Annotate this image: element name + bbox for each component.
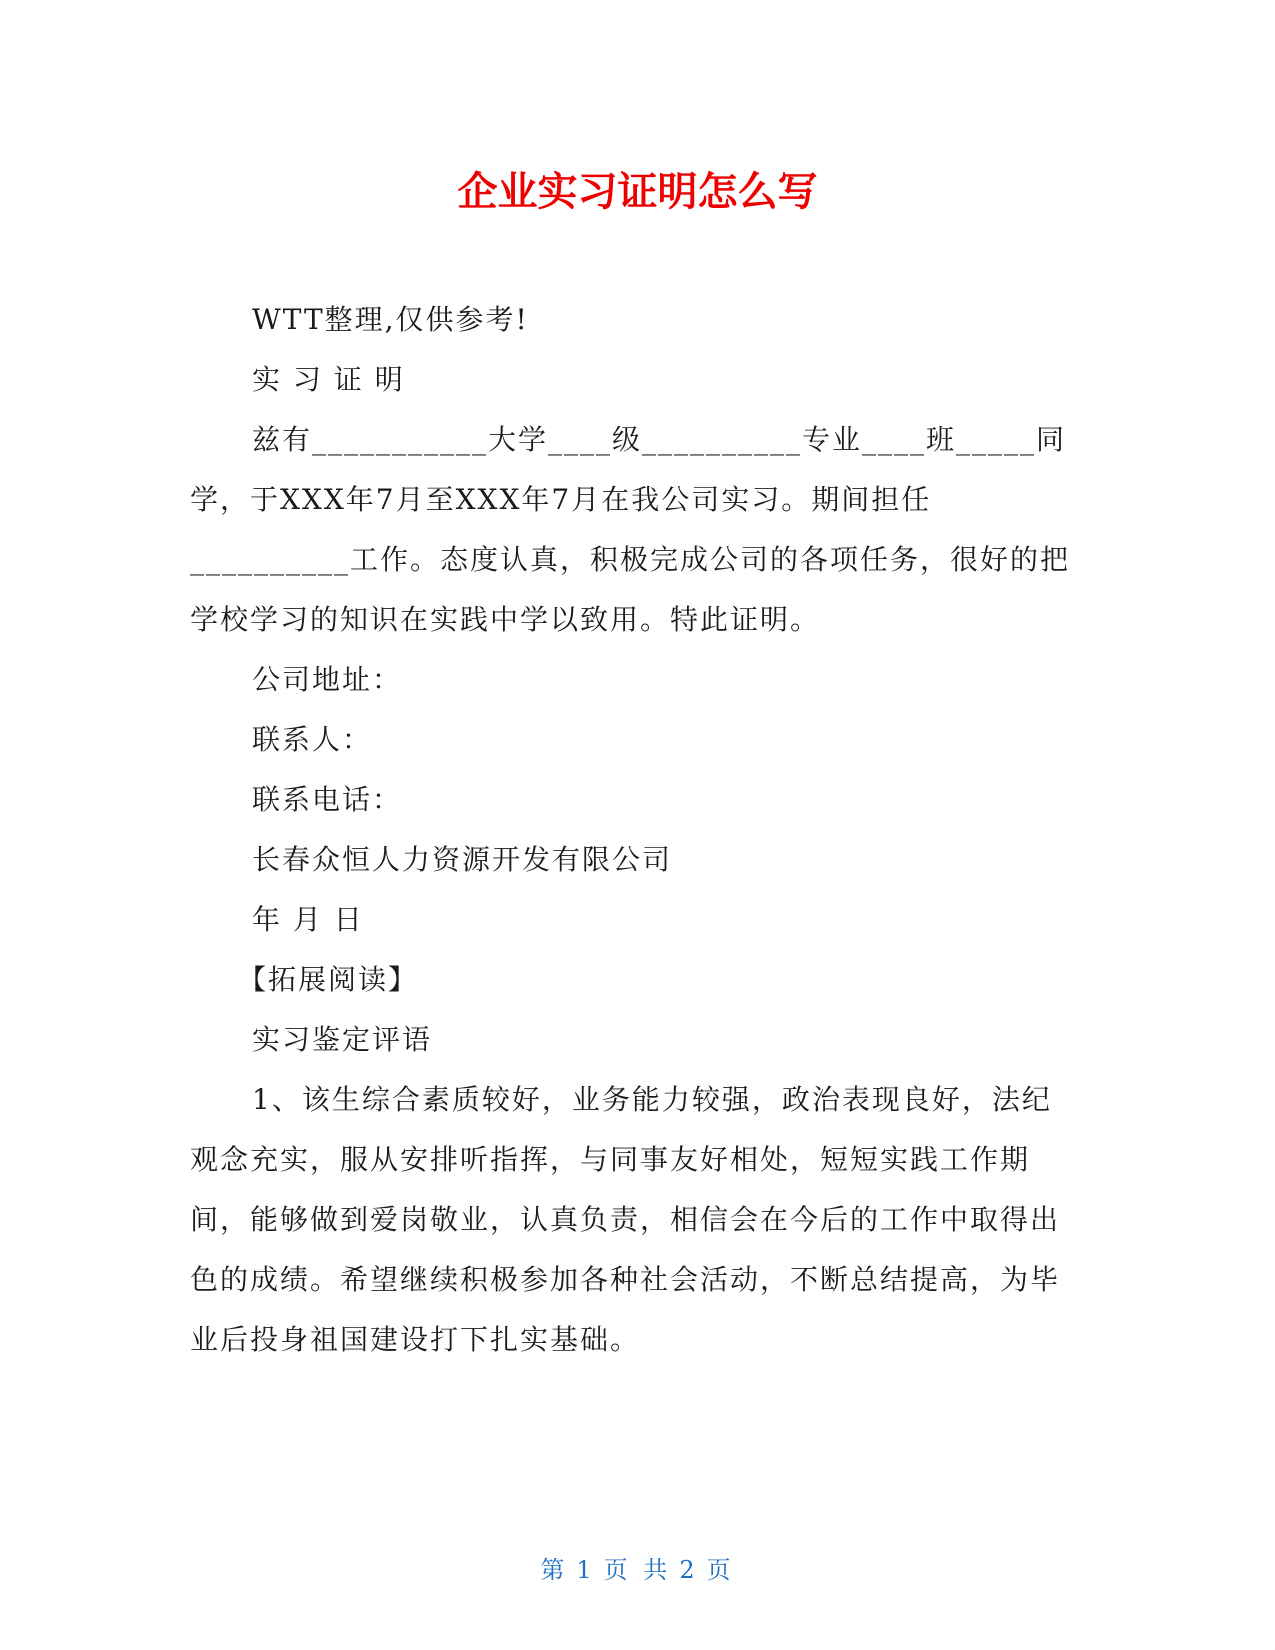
extended-reading-heading: 【拓展阅读】	[238, 963, 419, 996]
company-name: 长春众恒人力资源开发有限公司	[252, 843, 673, 876]
evaluation-paragraph: 1、该生综合素质较好，业务能力较强，政治表现良好，法纪观念充实，服从安排听指挥，与同事友好相处，短短实践工作期间，能够做到爱岗敬业，认真负责，相信会在今后的工作中取得出色的成绩。希望继续积极参加各种社会活动，不断总结提高，为毕业后投身祖国建设打下扎实基础。	[190, 1083, 1061, 1356]
contact-phone-label: 联系电话：	[252, 783, 403, 816]
document-body	[190, 290, 1080, 1370]
footer-current-page: 1	[576, 1556, 596, 1584]
company-address-label: 公司地址：	[252, 663, 403, 696]
footer-total-pages: 2	[679, 1556, 699, 1584]
certificate-body: 兹有___________大学____级__________专业____班_____同学，于XXX年7月至XXX年7月在我公司实习。期间担任__________工作。态度认真，积极完成公司的各项任务，很好的把学校学习的知识在实践中学以致用。特此证明。	[190, 423, 1071, 636]
evaluation-heading: 实习鉴定评语	[252, 1023, 433, 1056]
page-footer	[0, 1550, 1275, 1585]
source-note: WTT整理,仅供参考!	[252, 303, 529, 336]
footer-page-mid: 页 共	[603, 1556, 672, 1584]
contact-person-label: 联系人：	[252, 723, 373, 756]
footer-page-suffix: 页	[706, 1556, 735, 1584]
certificate-heading: 实 习 证 明	[252, 363, 405, 396]
date-line: 年 月 日	[252, 903, 364, 936]
document-title: 企业实习证明怎么写	[457, 169, 818, 215]
footer-page-prefix: 第	[540, 1556, 569, 1584]
